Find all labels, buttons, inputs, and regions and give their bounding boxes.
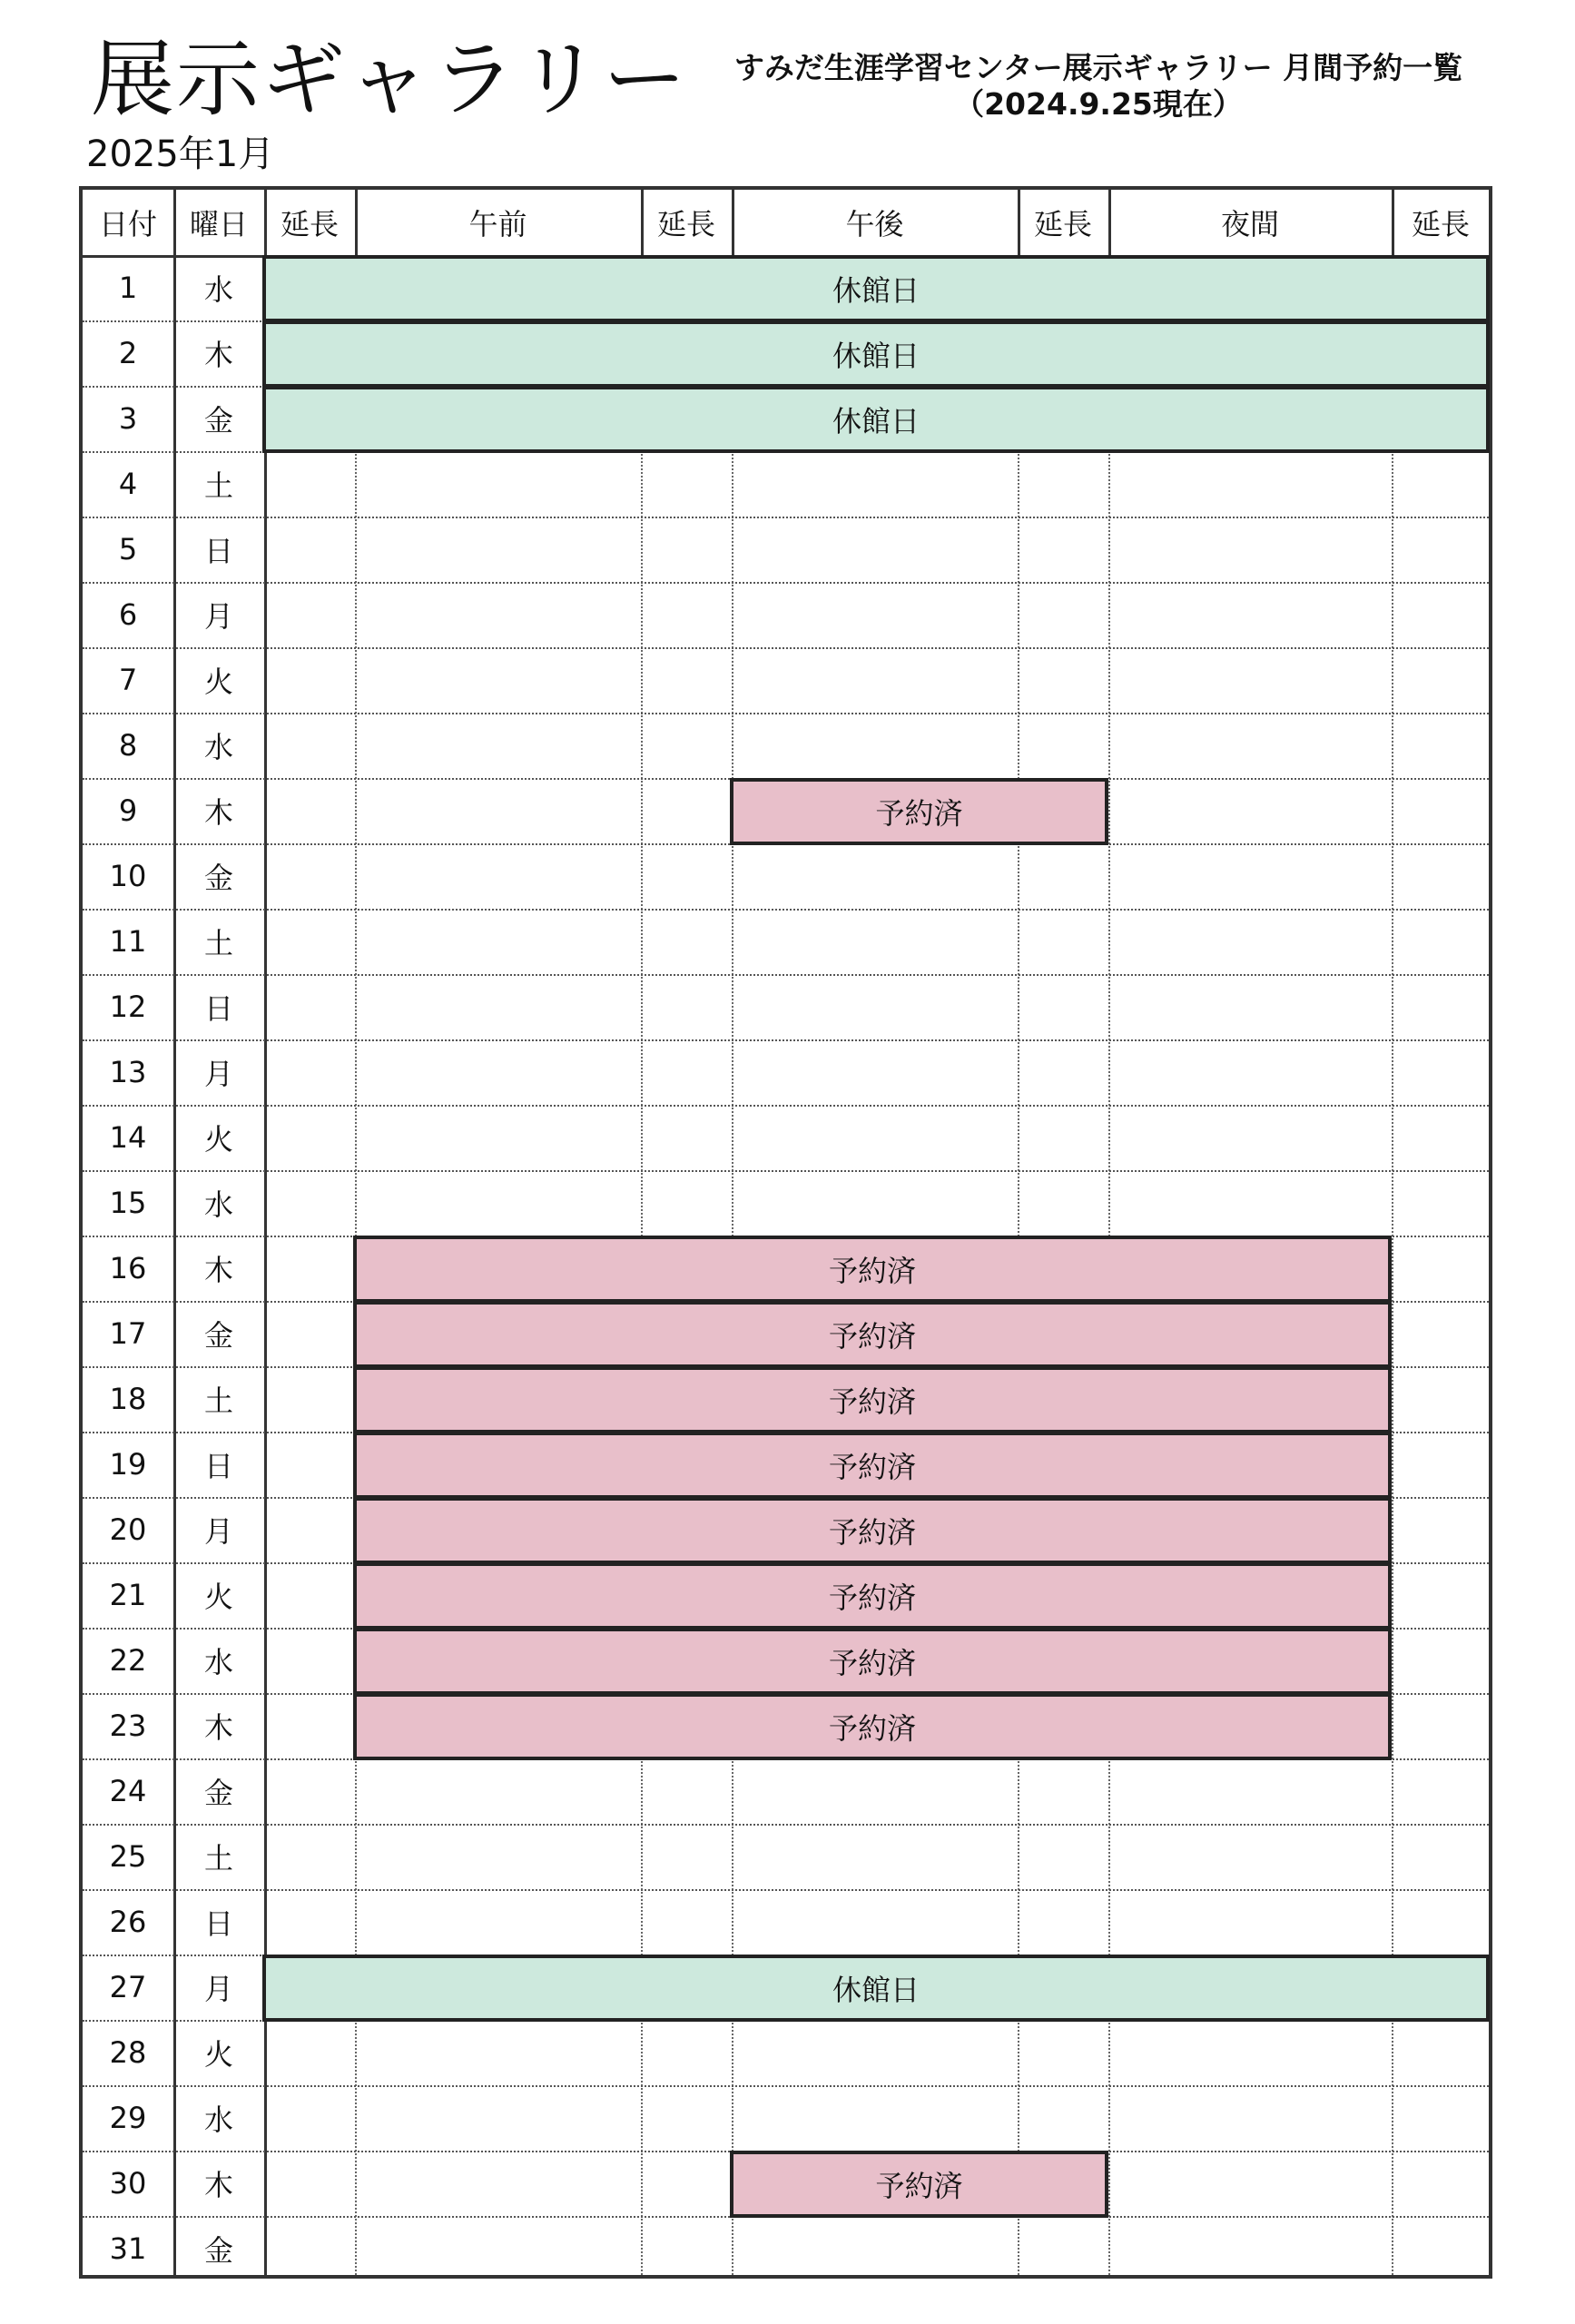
weekday-cell: 水 (203, 272, 233, 307)
weekday-cell: 木 (203, 2168, 233, 2202)
date-cell: 24 (109, 1774, 147, 1808)
header-divider (732, 190, 734, 255)
date-cell: 19 (109, 1447, 147, 1482)
page-title: 展示ギャラリー (91, 31, 689, 128)
weekday-cell: 水 (203, 1645, 233, 1679)
booked-block: 予約済 (353, 1301, 1392, 1368)
date-cell: 31 (109, 2231, 147, 2266)
date-cell: 25 (109, 1839, 147, 1874)
booked-block: 予約済 (730, 778, 1108, 845)
weekday-cell: 日 (203, 1449, 233, 1483)
date-cell: 23 (109, 1709, 147, 1743)
header-divider (1392, 190, 1394, 255)
row-divider (83, 582, 1489, 584)
weekday-cell: 水 (203, 2102, 233, 2137)
weekday-cell: 日 (203, 1906, 233, 1941)
row-divider (83, 909, 1489, 911)
closed-day-block: 休館日 (262, 1955, 1490, 2022)
weekday-cell: 木 (203, 1710, 233, 1745)
weekday-cell: 金 (203, 2233, 233, 2268)
closed-day-block: 休館日 (262, 320, 1490, 388)
weekday-cell: 木 (203, 338, 233, 372)
reservation-table (79, 186, 1492, 2279)
column-header: 延長 (280, 207, 339, 241)
weekday-cell: 金 (203, 861, 233, 895)
row-divider (83, 1170, 1489, 1172)
column-header: 延長 (1033, 207, 1092, 241)
date-cell: 30 (109, 2166, 147, 2201)
date-cell: 7 (118, 663, 138, 697)
weekday-cell: 日 (203, 991, 233, 1026)
date-cell: 22 (109, 1643, 147, 1678)
date-cell: 9 (118, 793, 138, 828)
weekday-cell: 火 (203, 1122, 233, 1157)
closed-day-block: 休館日 (262, 255, 1490, 322)
date-cell: 20 (109, 1512, 147, 1547)
row-divider (83, 647, 1489, 649)
booked-block: 予約済 (353, 1432, 1392, 1499)
weekday-cell: 土 (203, 1384, 233, 1418)
weekday-cell: 金 (203, 403, 233, 438)
date-cell: 11 (109, 924, 147, 959)
month-label: 2025年1月 (86, 133, 275, 175)
column-header: 午前 (468, 207, 527, 241)
date-cell: 14 (109, 1120, 147, 1155)
booked-block: 予約済 (353, 1236, 1392, 1303)
row-divider (83, 1824, 1489, 1826)
booked-block: 予約済 (730, 2151, 1108, 2218)
weekday-cell: 火 (203, 2037, 233, 2072)
row-divider (83, 1039, 1489, 1041)
closed-day-block: 休館日 (262, 386, 1490, 453)
booked-block: 予約済 (353, 1628, 1392, 1695)
date-cell: 21 (109, 1578, 147, 1612)
row-divider (83, 517, 1489, 518)
booked-block: 予約済 (353, 1693, 1392, 1760)
date-cell: 1 (118, 271, 138, 305)
header-divider (641, 190, 644, 255)
weekday-cell: 火 (203, 665, 233, 699)
weekday-cell: 金 (203, 1318, 233, 1353)
weekday-cell: 土 (203, 926, 233, 960)
date-cell: 8 (118, 728, 138, 763)
date-cell: 29 (109, 2101, 147, 2135)
header-divider (1108, 190, 1111, 255)
row-divider (83, 2085, 1489, 2087)
booked-block: 予約済 (353, 1497, 1392, 1564)
column-header: 午後 (845, 207, 904, 241)
date-cell: 2 (118, 336, 138, 370)
weekday-cell: 木 (203, 795, 233, 830)
date-cell: 17 (109, 1316, 147, 1351)
weekday-cell: 月 (203, 1057, 233, 1091)
weekday-cell: 金 (203, 1776, 233, 1810)
column-header: 延長 (656, 207, 715, 241)
weekday-cell: 月 (203, 599, 233, 634)
column-header: 夜間 (1220, 207, 1279, 241)
date-cell: 4 (118, 467, 138, 501)
weekday-cell: 月 (203, 1514, 233, 1549)
row-divider (83, 1105, 1489, 1107)
weekday-cell: 水 (203, 730, 233, 764)
date-cell: 26 (109, 1905, 147, 1939)
weekday-cell: 土 (203, 1841, 233, 1876)
date-cell: 5 (118, 532, 138, 566)
row-divider (83, 713, 1489, 714)
weekday-cell: 水 (203, 1187, 233, 1222)
row-divider (83, 974, 1489, 976)
weekday-cell: 土 (203, 468, 233, 503)
date-cell: 12 (109, 990, 147, 1024)
weekday-cell: 日 (203, 534, 233, 568)
document-heading (663, 50, 1534, 122)
date-cell: 15 (109, 1186, 147, 1220)
date-cell: 3 (118, 401, 138, 436)
as-of-date: （2024.9.25現在） (954, 85, 1243, 122)
weekday-cell: 月 (203, 1972, 233, 2006)
column-header: 曜日 (189, 207, 248, 241)
weekday-cell: 木 (203, 1253, 233, 1287)
header-divider (1018, 190, 1020, 255)
booked-block: 予約済 (353, 1562, 1392, 1630)
heading-text: すみだ生涯学習センター展示ギャラリー 月間予約一覧 (733, 50, 1463, 85)
date-cell: 28 (109, 2035, 147, 2070)
column-header: 日付 (98, 207, 157, 241)
date-cell: 6 (118, 597, 138, 632)
column-header: 延長 (1411, 207, 1470, 241)
booked-block: 予約済 (353, 1366, 1392, 1433)
date-cell: 16 (109, 1251, 147, 1285)
date-cell: 10 (109, 859, 147, 893)
date-cell: 18 (109, 1382, 147, 1416)
date-cell: 13 (109, 1055, 147, 1089)
date-cell: 27 (109, 1970, 147, 2004)
header-divider (355, 190, 358, 255)
weekday-cell: 火 (203, 1580, 233, 1614)
row-divider (83, 1889, 1489, 1891)
